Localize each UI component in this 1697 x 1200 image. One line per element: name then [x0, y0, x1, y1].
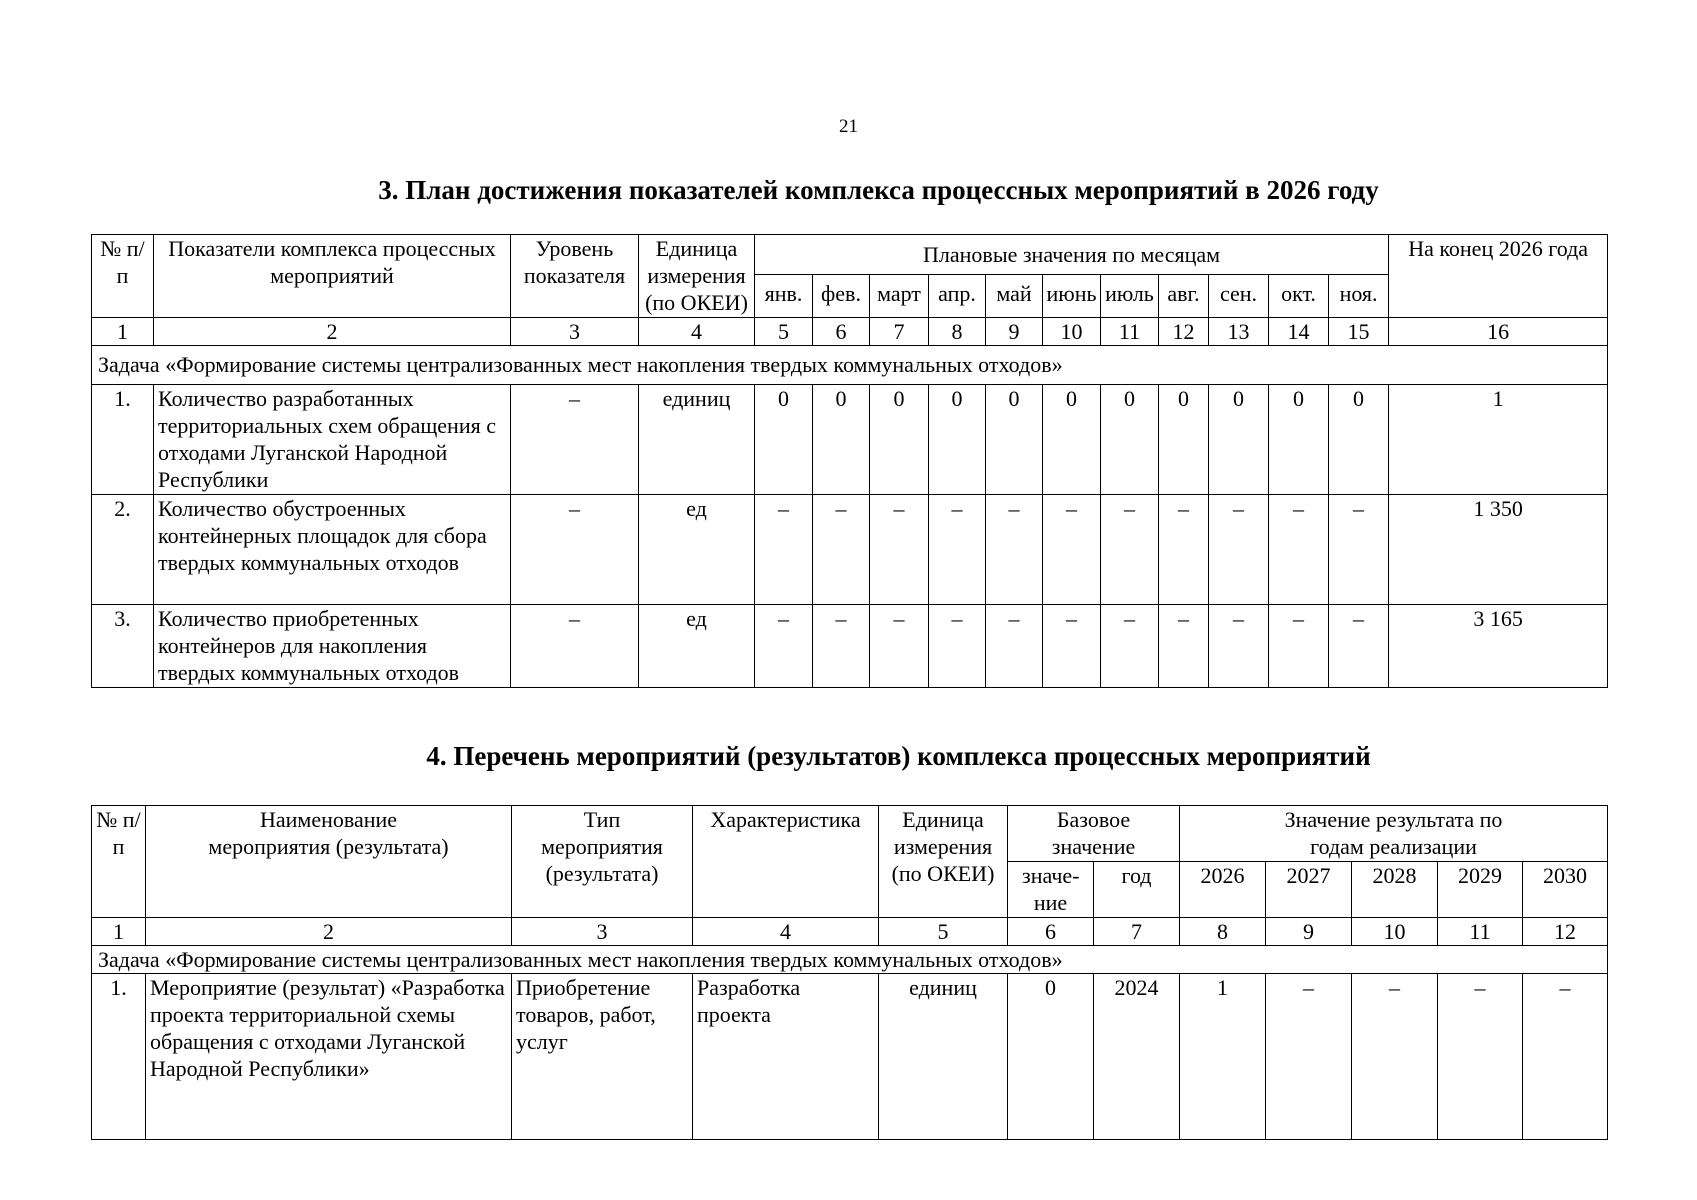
row-year-value: 1: [1180, 974, 1266, 1140]
col-number: 15: [1329, 318, 1389, 346]
row-unit: единиц: [639, 385, 755, 495]
row-month-value: –: [1101, 495, 1159, 605]
row-month-value: –: [1043, 605, 1101, 688]
col-number: 9: [986, 318, 1043, 346]
row-month-value: –: [870, 495, 929, 605]
row-month-value: –: [986, 605, 1043, 688]
row-activity-name: Мероприятие (результат) «Разработка проекта территориальной схемы обращения с отходами Луганской Народной Республики»: [146, 974, 512, 1140]
row-month-value: 0: [813, 385, 870, 495]
table3-title: 3. План достижения показателей комплекса процессных мероприятий в 2026 году: [378, 175, 1379, 205]
row-month-value: –: [813, 605, 870, 688]
row-characteristic: Разработка проекта: [693, 974, 879, 1140]
header-month: март: [870, 275, 929, 318]
row-month-value: 0: [870, 385, 929, 495]
row-month-value: 0: [1101, 385, 1159, 495]
row-month-value: –: [929, 495, 986, 605]
row-month-value: –: [929, 605, 986, 688]
col-number: 11: [1438, 918, 1523, 946]
header-month: май: [986, 275, 1043, 318]
row-end-value: 1: [1389, 385, 1608, 495]
indicator-plan-table: [91, 234, 1608, 688]
row-indicator-name: Количество обустроенных контейнерных площадок для сбора твердых коммунальных отходов: [154, 495, 511, 605]
table4-title: 4. Перечень мероприятий (результатов) комплекса процессных мероприятий: [426, 741, 1371, 771]
row-month-value: 0: [1209, 385, 1269, 495]
row-month-value: –: [1101, 605, 1159, 688]
col-number: 4: [693, 918, 879, 946]
row-base-year: 2024: [1094, 974, 1180, 1140]
header-year: 2027: [1266, 862, 1352, 918]
row-level: –: [511, 605, 639, 688]
header-end: На конец 2026 года: [1389, 235, 1608, 318]
row-year-value: –: [1438, 974, 1523, 1140]
col-number: 3: [512, 918, 693, 946]
col-number: 5: [879, 918, 1008, 946]
col-number: 11: [1101, 318, 1159, 346]
col-number: 16: [1389, 318, 1608, 346]
row-month-value: –: [1269, 605, 1329, 688]
table-row: [92, 605, 1608, 688]
row-month-value: –: [1209, 495, 1269, 605]
header-month: июль: [1101, 275, 1159, 318]
row-end-value: 1 350: [1389, 495, 1608, 605]
col-number: 4: [639, 318, 755, 346]
task-row: Задача «Формирование системы централизованных мест накопления твердых коммунальных отходов»: [92, 946, 1608, 974]
header-month: апр.: [929, 275, 986, 318]
header-month: июнь: [1043, 275, 1101, 318]
row-activity-type: Приобретение товаров, работ, услуг: [512, 974, 693, 1140]
row-month-value: –: [870, 605, 929, 688]
header-num: № п/п: [92, 806, 146, 918]
row-unit: ед: [639, 495, 755, 605]
row-num: 2.: [92, 495, 154, 605]
header-characteristic: Характеристика: [693, 806, 879, 918]
row-year-value: –: [1266, 974, 1352, 1140]
header-num: № п/п: [92, 235, 154, 318]
header-month: окт.: [1269, 275, 1329, 318]
row-month-value: 0: [986, 385, 1043, 495]
header-unit: Единица измерения (по ОКЕИ): [639, 235, 755, 318]
row-unit: ед: [639, 605, 755, 688]
col-number: 8: [1180, 918, 1266, 946]
row-end-value: 3 165: [1389, 605, 1608, 688]
row-unit: единиц: [879, 974, 1008, 1140]
header-year: 2026: [1180, 862, 1266, 918]
row-num: 1.: [92, 974, 146, 1140]
col-number: 9: [1266, 918, 1352, 946]
row-month-value: –: [1159, 495, 1209, 605]
row-month-value: 0: [1329, 385, 1389, 495]
page-number: 21: [839, 116, 858, 137]
row-month-value: 0: [1159, 385, 1209, 495]
row-month-value: –: [986, 495, 1043, 605]
row-level: –: [511, 385, 639, 495]
header-month: фев.: [813, 275, 870, 318]
table-row: [92, 974, 1608, 1140]
col-number: 6: [813, 318, 870, 346]
header-year: 2029: [1438, 862, 1523, 918]
header-level: Уровень показателя: [511, 235, 639, 318]
row-month-value: –: [1043, 495, 1101, 605]
col-number: 2: [154, 318, 511, 346]
header-activity-type: Тип мероприятия (результата): [512, 806, 693, 918]
header-month: сен.: [1209, 275, 1269, 318]
header-result: Значение результата по годам реализации: [1180, 806, 1608, 862]
header-base-year: год: [1094, 862, 1180, 918]
header-monthly: Плановые значения по месяцам: [755, 235, 1389, 275]
row-year-value: –: [1352, 974, 1438, 1140]
header-activity-name: Наименование мероприятия (результата): [146, 806, 512, 918]
row-month-value: 0: [1269, 385, 1329, 495]
table-row: [92, 495, 1608, 605]
col-number: 3: [511, 318, 639, 346]
col-number: 7: [1094, 918, 1180, 946]
header-indicator: Показатели комплекса процессных мероприятий: [154, 235, 511, 318]
col-number: 10: [1352, 918, 1438, 946]
row-indicator-name: Количество разработанных территориальных схем обращения с отходами Луганской Народной Республики: [154, 385, 511, 495]
header-base: Базовое значение: [1008, 806, 1180, 862]
row-month-value: –: [1329, 605, 1389, 688]
row-num: 3.: [92, 605, 154, 688]
table-row: [92, 385, 1608, 495]
row-month-value: 0: [929, 385, 986, 495]
row-num: 1.: [92, 385, 154, 495]
col-number: 6: [1008, 918, 1094, 946]
col-number: 13: [1209, 318, 1269, 346]
col-number: 8: [929, 318, 986, 346]
col-number: 12: [1523, 918, 1608, 946]
row-month-value: –: [755, 605, 813, 688]
row-year-value: –: [1523, 974, 1608, 1140]
row-month-value: –: [1329, 495, 1389, 605]
header-year: 2030: [1523, 862, 1608, 918]
row-level: –: [511, 495, 639, 605]
col-number: 7: [870, 318, 929, 346]
row-month-value: 0: [755, 385, 813, 495]
col-number: 10: [1043, 318, 1101, 346]
col-number: 2: [146, 918, 512, 946]
header-month: авг.: [1159, 275, 1209, 318]
col-number: 14: [1269, 318, 1329, 346]
row-month-value: –: [755, 495, 813, 605]
col-number: 1: [92, 918, 146, 946]
header-base-value: значе-ние: [1008, 862, 1094, 918]
header-month: янв.: [755, 275, 813, 318]
col-number: 12: [1159, 318, 1209, 346]
header-year: 2028: [1352, 862, 1438, 918]
row-month-value: 0: [1043, 385, 1101, 495]
header-month: ноя.: [1329, 275, 1389, 318]
activities-table: [91, 805, 1608, 1140]
row-base-value: 0: [1008, 974, 1094, 1140]
row-month-value: –: [813, 495, 870, 605]
col-number: 1: [92, 318, 154, 346]
row-indicator-name: Количество приобретенных контейнеров для накопления твердых коммунальных отходов: [154, 605, 511, 688]
header-unit: Единица измерения (по ОКЕИ): [879, 806, 1008, 918]
row-month-value: –: [1159, 605, 1209, 688]
col-number: 5: [755, 318, 813, 346]
task-row: Задача «Формирование системы централизованных мест накопления твердых коммунальных отходов»: [92, 346, 1608, 385]
row-month-value: –: [1269, 495, 1329, 605]
row-month-value: –: [1209, 605, 1269, 688]
